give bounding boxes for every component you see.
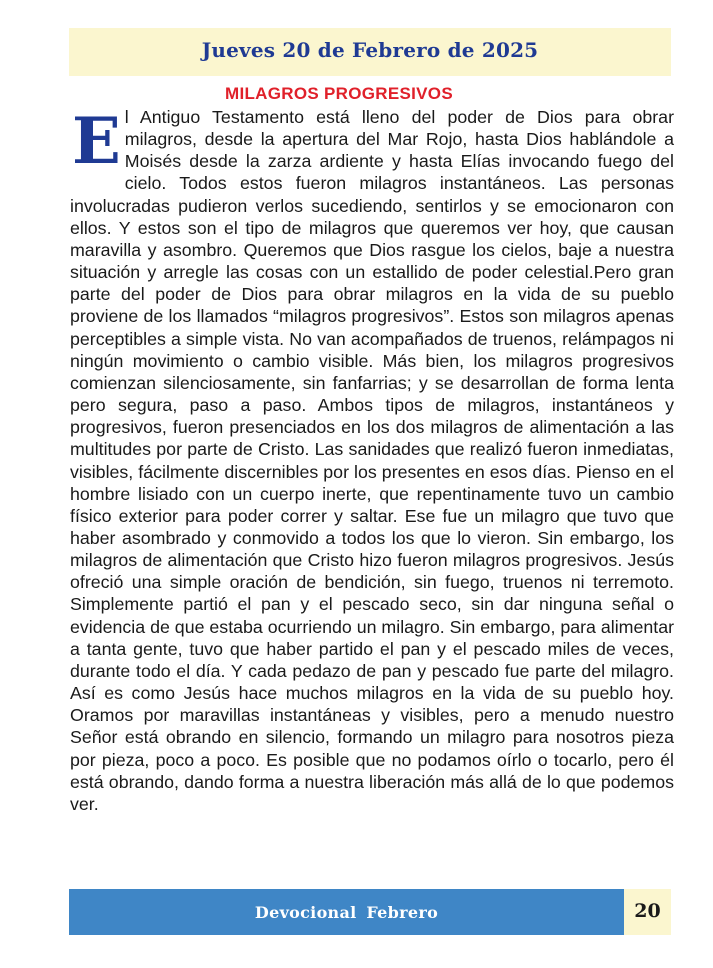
page-date-heading: Jueves 20 de Febrero de 2025 xyxy=(201,38,539,62)
page-number: 20 xyxy=(634,900,661,922)
drop-cap-letter: E xyxy=(72,104,121,179)
article-body-text: l Antiguo Testamento está lleno del poder de Dios para obrar milagros, desde la apertura del Mar Rojo, hasta Dios hablándole a Moisés desde la zarza ardiente y hasta Elías invocando fuego del cielo. Todos estos fueron milagros instantáneos. Las personas involucradas pudieron verlos sucediendo, sentirlos y se emocionaron con ellos. Y estos son el tipo de milagros que queremos ver hoy, que causan maravilla y asombro. Queremos que Dios rasgue los cielos, baje a nuestra situación y arregle las cosas con un estallido de poder celestial.Pero gran parte del poder de Dios para obrar milagros en la vida de su pueblo proviene de los llamados “milagros progresivos”. Estos son milagros apenas perceptibles a simple vista. No van acompañados de truenos, relámpagos ni ningún movimiento o cambio visible. Más bien, los milagros progresivos comienzan silenciosamente, sin fanfarrias; y se desarrollan de forma lenta pero segura, paso a paso. Ambos tipos de milagros, instantáneos y progresivos, fueron presenciados en los dos milagros de alimentación a las multitudes por parte de Cristo. Las sanidades que realizó fueron inmediatas, visibles, fácilmente discernibles por los presentes en esos días. Pienso en el hombre lisiado con un cuerpo inerte, que repentinamente tuvo un cambio físico exterior para poder correr y saltar. Ese fue un milagro que tuvo que haber asombrado y conmovido a todos los que lo vieron. Sin embargo, los milagros de alimentación que Cristo hizo fueron milagros progresivos. Jesús ofreció una simple oración de bendición, sin fuego, truenos ni terremoto. Simplemente partió el pan y el pescado seco, sin dar ninguna señal o evidencia de que estaba ocurriendo un milagro. Sin embargo, para alimentar a tanta gente, tuvo que haber partido el pan y el pescado miles de veces, durante todo el día. Y cada pedazo de pan y pescado fue parte del milagro. Así es como Jesús hace muchos milagros en la vida de su pueblo hoy. Oramos por maravillas instantáneas y visibles, pero a menudo nuestro Señor está obrando en silencio, formando un milagro para nosotros pieza por pieza, poco a poco. Es posible que no podamos oírlo o tocarlo, pero él está obrando, dando forma a nuestra liberación más allá de lo que podemos ver. xyxy=(70,107,674,814)
page-number-box xyxy=(624,889,671,935)
footer-bar xyxy=(69,889,624,935)
article-title: MILAGROS PROGRESIVOS xyxy=(225,84,453,103)
date-header-band xyxy=(69,28,671,76)
article-body xyxy=(70,106,674,815)
footer-publication-label: Devocional Febrero xyxy=(254,903,439,922)
